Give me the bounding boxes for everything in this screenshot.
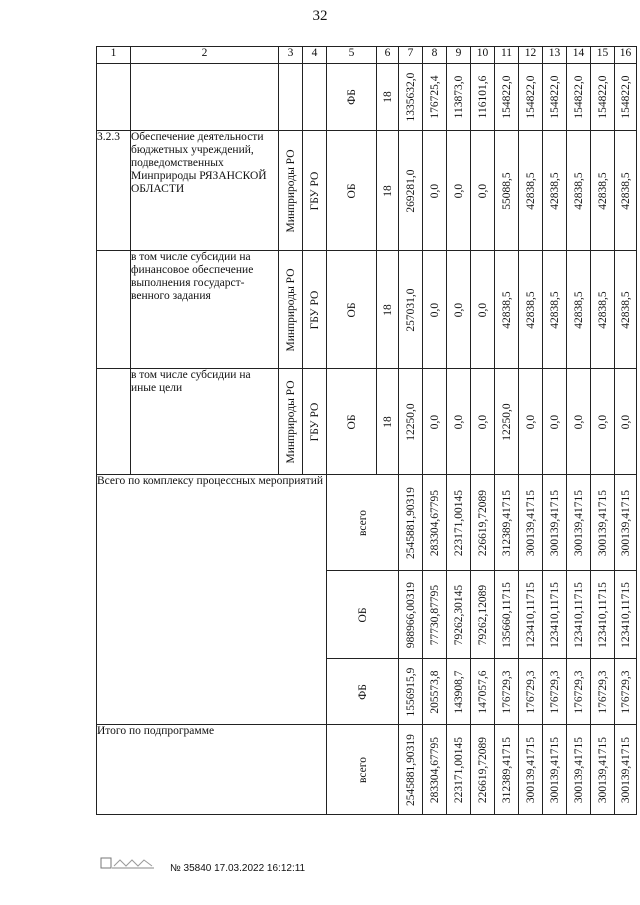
table-row-complex-total bbox=[97, 475, 637, 571]
value-cell: 312389,41715 bbox=[495, 475, 519, 571]
value-cell: 0,0 bbox=[447, 131, 471, 251]
value-cell: 0,0 bbox=[591, 369, 615, 475]
col-header: 9 bbox=[447, 47, 471, 64]
ministry-cell: Минприроды РО bbox=[279, 369, 303, 475]
value-cell: 0,0 bbox=[423, 369, 447, 475]
value-cell: 205573,8 bbox=[423, 659, 447, 725]
value-cell: 147057,6 bbox=[471, 659, 495, 725]
value-cell: 123410,11715 bbox=[591, 571, 615, 659]
value-cell: 42838,5 bbox=[567, 131, 591, 251]
empty-cell bbox=[97, 64, 131, 131]
table-row-subprogram-total bbox=[97, 725, 637, 815]
page-number: 32 bbox=[312, 8, 328, 24]
document-registration: № 35840 17.03.2022 16:12:11 bbox=[170, 863, 306, 874]
col-header: 1 bbox=[97, 47, 131, 64]
col-header: 5 bbox=[327, 47, 377, 64]
row-code: 3.2.3 bbox=[97, 131, 131, 251]
row-description: Обеспечение деятельности бюджетных учреждений, подведомственных Минприроды РЯЗАНСКОЙ ОБЛАСТИ bbox=[131, 131, 279, 251]
value-cell: 123410,11715 bbox=[519, 571, 543, 659]
col-header: 16 bbox=[615, 47, 637, 64]
code-cell: 18 bbox=[377, 64, 399, 131]
source-cell: ФБ bbox=[327, 64, 377, 131]
value-cell: 300139,41715 bbox=[519, 475, 543, 571]
value-cell: 42838,5 bbox=[519, 131, 543, 251]
subprogram-total-label: Итого по подпрограмме bbox=[97, 725, 327, 815]
table-row-3-2-3 bbox=[97, 131, 637, 251]
value-cell: 77730,87795 bbox=[423, 571, 447, 659]
col-header: 2 bbox=[131, 47, 279, 64]
col-header: 10 bbox=[471, 47, 495, 64]
value-cell: 42838,5 bbox=[543, 251, 567, 369]
value-cell: 0,0 bbox=[519, 369, 543, 475]
value-cell: 12250,0 bbox=[495, 369, 519, 475]
value-cell: 300139,41715 bbox=[519, 725, 543, 815]
empty-cell bbox=[131, 64, 279, 131]
col-header: 7 bbox=[399, 47, 423, 64]
col-header: 12 bbox=[519, 47, 543, 64]
value-cell: 42838,5 bbox=[567, 251, 591, 369]
value-cell: 154822,0 bbox=[615, 64, 637, 131]
executor-cell: ГБУ РО bbox=[303, 251, 327, 369]
value-cell: 1556915,9 bbox=[399, 659, 423, 725]
value-cell: 269281,0 bbox=[399, 131, 423, 251]
empty-cell bbox=[303, 64, 327, 131]
value-cell: 123410,11715 bbox=[567, 571, 591, 659]
value-cell: 300139,41715 bbox=[543, 725, 567, 815]
empty-cell bbox=[97, 369, 131, 475]
table-row-subsidy-task bbox=[97, 251, 637, 369]
value-cell: 223171,00145 bbox=[447, 475, 471, 571]
value-cell: 42838,5 bbox=[591, 131, 615, 251]
code-cell: 18 bbox=[377, 251, 399, 369]
source-cell: ОБ bbox=[327, 369, 377, 475]
value-cell: 0,0 bbox=[423, 131, 447, 251]
value-cell: 226619,72089 bbox=[471, 725, 495, 815]
value-cell: 0,0 bbox=[471, 251, 495, 369]
col-header: 15 bbox=[591, 47, 615, 64]
value-cell: 283304,67795 bbox=[423, 475, 447, 571]
value-cell: 79262,12089 bbox=[471, 571, 495, 659]
value-cell: 42838,5 bbox=[591, 251, 615, 369]
value-cell: 79262,30145 bbox=[447, 571, 471, 659]
value-cell: 135660,11715 bbox=[495, 571, 519, 659]
executor-cell: ГБУ РО bbox=[303, 131, 327, 251]
value-cell: 988966,00319 bbox=[399, 571, 423, 659]
value-cell: 0,0 bbox=[447, 369, 471, 475]
value-cell: 300139,41715 bbox=[615, 725, 637, 815]
value-cell: 143908,7 bbox=[447, 659, 471, 725]
column-number-row bbox=[97, 47, 637, 64]
executor-cell: ГБУ РО bbox=[303, 369, 327, 475]
signature-stamp-icon bbox=[100, 852, 156, 870]
table-row-continuation bbox=[97, 64, 637, 131]
empty-cell bbox=[279, 64, 303, 131]
value-cell: 300139,41715 bbox=[591, 475, 615, 571]
value-cell: 113873,0 bbox=[447, 64, 471, 131]
col-header: 11 bbox=[495, 47, 519, 64]
value-cell: 300139,41715 bbox=[567, 725, 591, 815]
source-cell: ОБ bbox=[327, 251, 377, 369]
value-cell: 123410,11715 bbox=[543, 571, 567, 659]
value-cell: 0,0 bbox=[471, 369, 495, 475]
value-cell: 42838,5 bbox=[519, 251, 543, 369]
value-cell: 154822,0 bbox=[519, 64, 543, 131]
value-cell: 226619,72089 bbox=[471, 475, 495, 571]
value-cell: 0,0 bbox=[615, 369, 637, 475]
value-cell: 176729,3 bbox=[591, 659, 615, 725]
col-header: 8 bbox=[423, 47, 447, 64]
value-cell: 42838,5 bbox=[615, 251, 637, 369]
value-cell: 154822,0 bbox=[543, 64, 567, 131]
value-cell: 42838,5 bbox=[615, 131, 637, 251]
col-header: 13 bbox=[543, 47, 567, 64]
source-cell: ОБ bbox=[327, 131, 377, 251]
value-cell: 257031,0 bbox=[399, 251, 423, 369]
value-cell: 176729,3 bbox=[567, 659, 591, 725]
row-description: в том числе субсидии на финансовое обеспечение выполнения государст-венного задания bbox=[131, 251, 279, 369]
value-cell: 2545881,90319 bbox=[399, 725, 423, 815]
value-cell: 176729,3 bbox=[543, 659, 567, 725]
value-cell: 283304,67795 bbox=[423, 725, 447, 815]
ministry-cell: Минприроды РО bbox=[279, 251, 303, 369]
source-cell: ОБ bbox=[327, 571, 399, 659]
budget-table bbox=[96, 46, 637, 815]
table-row-subsidy-other bbox=[97, 369, 637, 475]
value-cell: 0,0 bbox=[543, 369, 567, 475]
value-cell: 12250,0 bbox=[399, 369, 423, 475]
value-cell: 300139,41715 bbox=[543, 475, 567, 571]
empty-cell bbox=[97, 251, 131, 369]
complex-total-label: Всего по комплексу процессных мероприятий bbox=[97, 475, 327, 725]
value-cell: 176725,4 bbox=[423, 64, 447, 131]
value-cell: 0,0 bbox=[567, 369, 591, 475]
value-cell: 176729,3 bbox=[519, 659, 543, 725]
ministry-cell: Минприроды РО bbox=[279, 131, 303, 251]
value-cell: 300139,41715 bbox=[567, 475, 591, 571]
source-cell: ФБ bbox=[327, 659, 399, 725]
value-cell: 42838,5 bbox=[543, 131, 567, 251]
col-header: 6 bbox=[377, 47, 399, 64]
value-cell: 154822,0 bbox=[591, 64, 615, 131]
value-cell: 0,0 bbox=[423, 251, 447, 369]
row-description: в том числе субсидии на иные цели bbox=[131, 369, 279, 475]
value-cell: 0,0 bbox=[471, 131, 495, 251]
value-cell: 312389,41715 bbox=[495, 725, 519, 815]
value-cell: 55088,5 bbox=[495, 131, 519, 251]
value-cell: 154822,0 bbox=[567, 64, 591, 131]
col-header: 4 bbox=[303, 47, 327, 64]
value-cell: 0,0 bbox=[447, 251, 471, 369]
code-cell: 18 bbox=[377, 131, 399, 251]
code-cell: 18 bbox=[377, 369, 399, 475]
col-header: 14 bbox=[567, 47, 591, 64]
value-cell: 116101,6 bbox=[471, 64, 495, 131]
value-cell: 2545881,90319 bbox=[399, 475, 423, 571]
value-cell: 154822,0 bbox=[495, 64, 519, 131]
value-cell: 42838,5 bbox=[495, 251, 519, 369]
col-header: 3 bbox=[279, 47, 303, 64]
value-cell: 223171,00145 bbox=[447, 725, 471, 815]
value-cell: 300139,41715 bbox=[591, 725, 615, 815]
value-cell: 123410,11715 bbox=[615, 571, 637, 659]
source-cell: всего bbox=[327, 475, 399, 571]
value-cell: 176729,3 bbox=[615, 659, 637, 725]
source-cell: всего bbox=[327, 725, 399, 815]
value-cell: 1335632,0 bbox=[399, 64, 423, 131]
value-cell: 176729,3 bbox=[495, 659, 519, 725]
value-cell: 300139,41715 bbox=[615, 475, 637, 571]
